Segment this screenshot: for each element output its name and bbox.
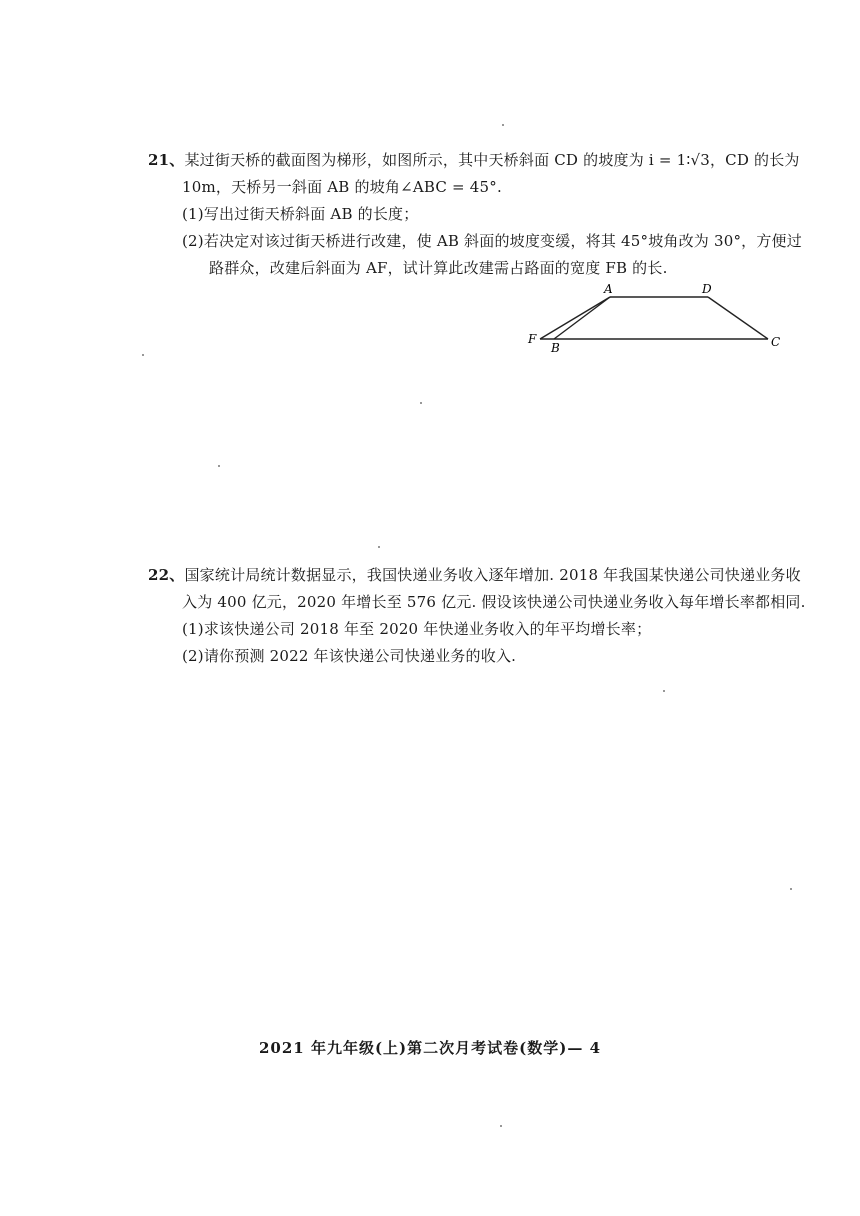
question-22-part1: (1)求该快递公司 2018 年至 2020 年快递业务收入的年平均增长率；: [182, 620, 652, 638]
label-D: D: [702, 282, 712, 296]
scan-speck: [420, 402, 422, 404]
segment-AB: [554, 297, 610, 339]
scan-speck: [142, 354, 144, 356]
scan-speck: [378, 546, 380, 548]
question-21-text-line1: 某过街天桥的截面图为梯形，如图所示，其中天桥斜面 CD 的坡度为 i = 1∶√3，CD 的长为: [184, 151, 800, 169]
question-22-number: 22、: [148, 566, 185, 584]
segment-DC: [708, 297, 768, 339]
question-21-part2-line1: (2)若决定对该过街天桥进行改建，使 AB 斜面的坡度变缓，将其 45°坡角改为 30°，方便过: [182, 232, 802, 250]
scan-speck: [500, 1125, 502, 1127]
question-21-number: 21、: [148, 151, 185, 169]
question-21-part1: (1)写出过街天桥斜面 AB 的长度；: [182, 205, 419, 223]
scan-speck: [663, 690, 665, 692]
scan-speck: [502, 124, 504, 126]
label-B: B: [551, 341, 560, 354]
question-22-text-line2: 入为 400 亿元，2020 年增长至 576 亿元. 假设该快递公司快递业务收入每年增长率都相同.: [182, 593, 806, 611]
segment-AF: [540, 297, 610, 339]
scan-speck: [790, 888, 792, 890]
scan-speck: [218, 465, 220, 467]
question-22-part2: (2)请你预测 2022 年该快递公司快递业务的收入.: [182, 647, 517, 665]
question-21-part2-line2: 路群众，改建后斜面为 AF，试计算此改建需占路面的宽度 FB 的长.: [209, 259, 668, 277]
question-21-text-line2: 10m，天桥另一斜面 AB 的坡角∠ABC = 45°.: [182, 178, 502, 196]
label-F: F: [528, 332, 537, 346]
question-22-text-line1: 国家统计局统计数据显示，我国快递业务收入逐年增加. 2018 年我国某快递公司快递业务收: [184, 566, 801, 584]
label-A: A: [604, 282, 613, 296]
label-C: C: [771, 335, 781, 349]
trapezoid-figure: [520, 282, 800, 354]
page-footer: 2021 年九年级(上)第二次月考试卷(数学)— 4: [258, 1039, 602, 1057]
